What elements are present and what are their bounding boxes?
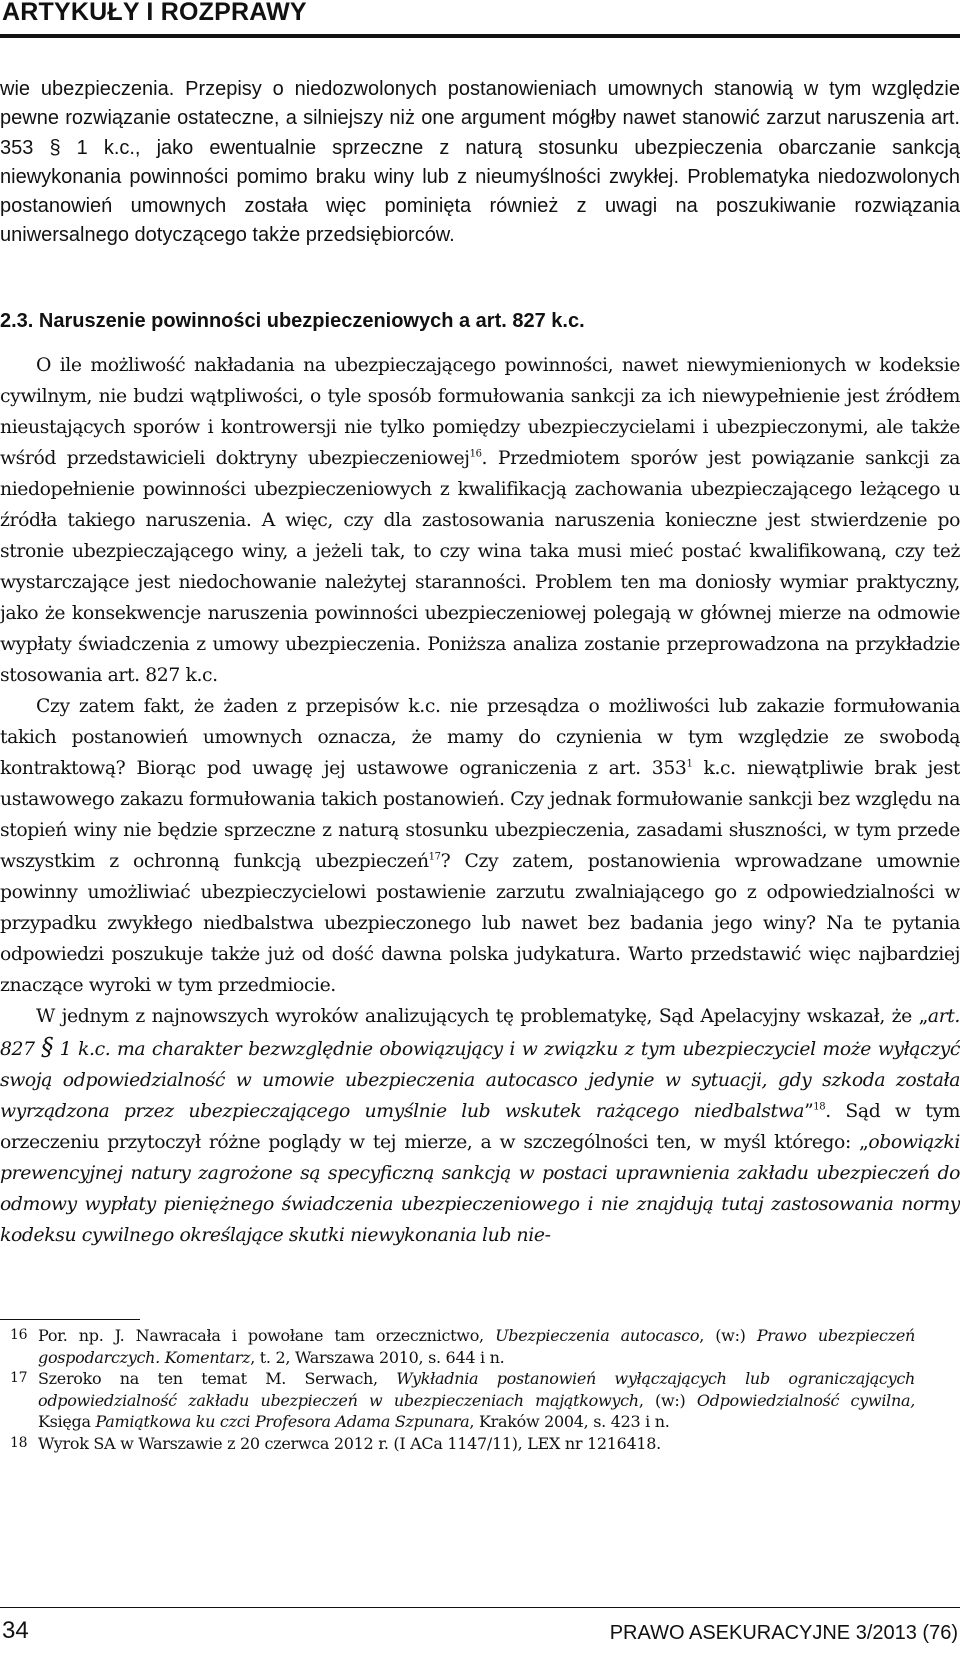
footnote-number: 16 [10, 1327, 28, 1343]
footer-rule [0, 1607, 960, 1608]
footnote-number: 18 [10, 1434, 28, 1451]
footnote-title: Odpowiedzialność cywilna, [696, 1390, 915, 1410]
footnote-title: Wykładnia postanowień wyłączających lub ograniczających odpowiedzialność zakładu ubezpieczeń w ubezpieczeniach majątkowych [38, 1369, 915, 1410]
page-number: 34 [2, 1617, 29, 1644]
footnote-ref-16: 16 [469, 448, 482, 460]
paragraph-3-text-a: W jednym z najnowszych wyroków analizujących tę problematykę, Sąd Apelacyjny wskazał, że „ [36, 1006, 928, 1027]
footnotes [0, 1325, 915, 1454]
footnote-title: Prawo ubezpieczeń gospodarczych. Komentarz [38, 1326, 916, 1367]
footnote-text: , (w:) [699, 1326, 757, 1345]
footnote-text: , (w:) [638, 1390, 697, 1410]
section-sign: § [41, 1033, 53, 1061]
quote-1-close: ” [804, 1101, 814, 1122]
header-rule [0, 34, 960, 38]
footnote-text: Szeroko na ten temat M. Serwach, [38, 1369, 397, 1388]
quote-1-text-b: 1 k.c. ma charakter bezwzględnie obowiązujący i w związku z tym ubezpieczyciel może wyłączyć swoją odpowiedzialność w umowie ubezpieczenia autocasco jedynie w sytuacji, gdy szkoda została wyrządzona przez ubezpieczającego umyślnie lub wskutek rażącego niedbalstwa [0, 1039, 960, 1122]
paragraph-2 [0, 691, 960, 1001]
footnote-title: Ubezpieczenia autocasco [495, 1326, 700, 1345]
paragraph-3 [0, 1001, 960, 1251]
footnote-text: , Kraków 2004, s. 423 i n. [469, 1412, 670, 1431]
intro-paragraph-block [0, 75, 960, 251]
paragraph-1-text-b: . Przedmiotem sporów jest powiązanie sankcji za niedopełnienie powinności ubezpieczeniowych z kwalifikacją zachowania ubezpieczającego leżącego u źródła takiego naruszenia. A więc, czy dla zastosowania naruszenia konieczne jest stwierdzenie po stronie ubezpieczającego winy, a jeżeli tak, to czy wina taka musi mieć postać kwalifikowaną, czy też wystarczające jest niedochowanie należytej staranności. Problem ten ma doniosły wymiar praktyczny, jako że konsekwencje naruszenia powinności ubezpieczeniowej polegają w głównej mierze na odmowie wypłaty świadczenia z umowy ubezpieczenia. Poniższa analiza zostanie przeprowadzona na przykładzie stosowania art. 827 k.c. [0, 448, 960, 686]
paragraph-1 [0, 350, 960, 691]
footnote-17 [0, 1368, 915, 1433]
section-heading: 2.3. Naruszenie powinności ubezpieczeniowych a art. 827 k.c. [0, 310, 585, 332]
footnote-text: Por. np. J. Nawracała i powołane tam orzecznictwo, [38, 1326, 496, 1345]
superscript-1: 1 [686, 758, 693, 770]
body-text [0, 350, 960, 1251]
paragraph-1-text-a: O ile możliwość nakładania na ubezpieczającego powinności, nawet niewymienionych w kodeksie cywilnym, nie budzi wątpliwości, o tyle sposób formułowania sankcji za ich niewypełnienie jest źródłem nieustających sporów i kontrowersji nie tylko pomiędzy ubezpieczycielami i ubezpieczonymi, ale także wśród przedstawicieli doktryny ubezpieczeniowej [0, 355, 960, 469]
footnote-number: 17 [10, 1370, 28, 1386]
quote-1-text-a: art. 827 [0, 1006, 960, 1060]
footnote-title: Pamiątkowa ku czci Profesora Adama Szpunara [95, 1412, 470, 1431]
footnote-rule [0, 1319, 140, 1320]
footnote-ref-18: 18 [813, 1101, 826, 1113]
footnote-18 [0, 1433, 915, 1455]
footnote-text: , t. 2, Warszawa 2010, s. 644 i n. [250, 1347, 505, 1367]
footnote-16 [0, 1325, 915, 1368]
running-head: ARTYKUŁY I ROZPRAWY [2, 0, 307, 26]
paragraph-2-text-a: Czy zatem fakt, że żaden z przepisów k.c. nie przesądza o możliwości lub zakazie formułowania takich postanowień umownych oznacza, że mamy do czynienia w tym względzie ze swobodą kontraktową? Biorąc pod uwagę jej ustawowe ograniczenia z art. 353 [0, 696, 960, 779]
journal-title: PRAWO ASEKURACYJNE 3/2013 (76) [609, 1622, 958, 1644]
footnote-text: Wyrok SA w Warszawie z 20 czerwca 2012 r. (I ACa 1147/11), LEX nr 1216418. [38, 1433, 661, 1453]
footnote-ref-17: 17 [428, 851, 441, 863]
paragraph-2-text-b: k.c. niewątpliwie brak jest ustawowego zakazu formułowania takich postanowień. Czy jednak formułowanie sankcji bez względu na stopień winy nie będzie sprzeczne z naturą stosunku ubezpieczenia, zasadami słuszności, w tym przede wszystkim z ochronną funkcją ubezpieczeń [0, 758, 960, 872]
footnote-text: Księga [38, 1412, 96, 1431]
quote-2: obowiązki prewencyjnej natury zagrożone są specyficzną sankcją w postaci uprawnienia zakładu ubezpieczeń do odmowy wypłaty pieniężnego świadczenia ubezpieczeniowego i nie znajdują tutaj zastosowania normy kodeksu cywilnego określające skutki niewykonania lub nie- [0, 1132, 960, 1246]
paragraph-2-text-c: ? Czy zatem, postanowienia wprowadzane umownie powinny umożliwiać ubezpieczycielowi postawienie zarzutu zwalniającego go z odpowiedzialności w przypadku zwykłego niedbalstwa ubezpieczonego lub nawet bez badania jego winy? Na te pytania odpowiedzi poszukuje także już od dość dawna polska judykatura. Warto przedstawić więc najbardziej znaczące wyroki w tym przedmiocie. [0, 851, 960, 996]
paragraph-3-text-b: . Sąd w tym orzeczeniu przytoczył różne poglądy w tej mierze, a w szczególności ten, w myśl którego: „ [0, 1101, 960, 1153]
intro-paragraph: wie ubezpieczenia. Przepisy o niedozwolonych postanowieniach umownych stanowią w tym względzie pewne rozwiązanie ostateczne, a silniejszy niż one argument mógłby nawet stanowić zarzut naruszenia art. 353 § 1 k.c., jako ewentualnie sprzeczne z naturą stosunku ubezpieczenia obarczanie sankcją niewykonania powinności pomimo braku winy lub z nieumyślności zwykłej. Problematyka niedozwolonych postanowień umownych została więc pominięta również z uwagi na poszukiwanie rozwiązania uniwersalnego dotyczącego także przedsiębiorców. [0, 78, 960, 247]
